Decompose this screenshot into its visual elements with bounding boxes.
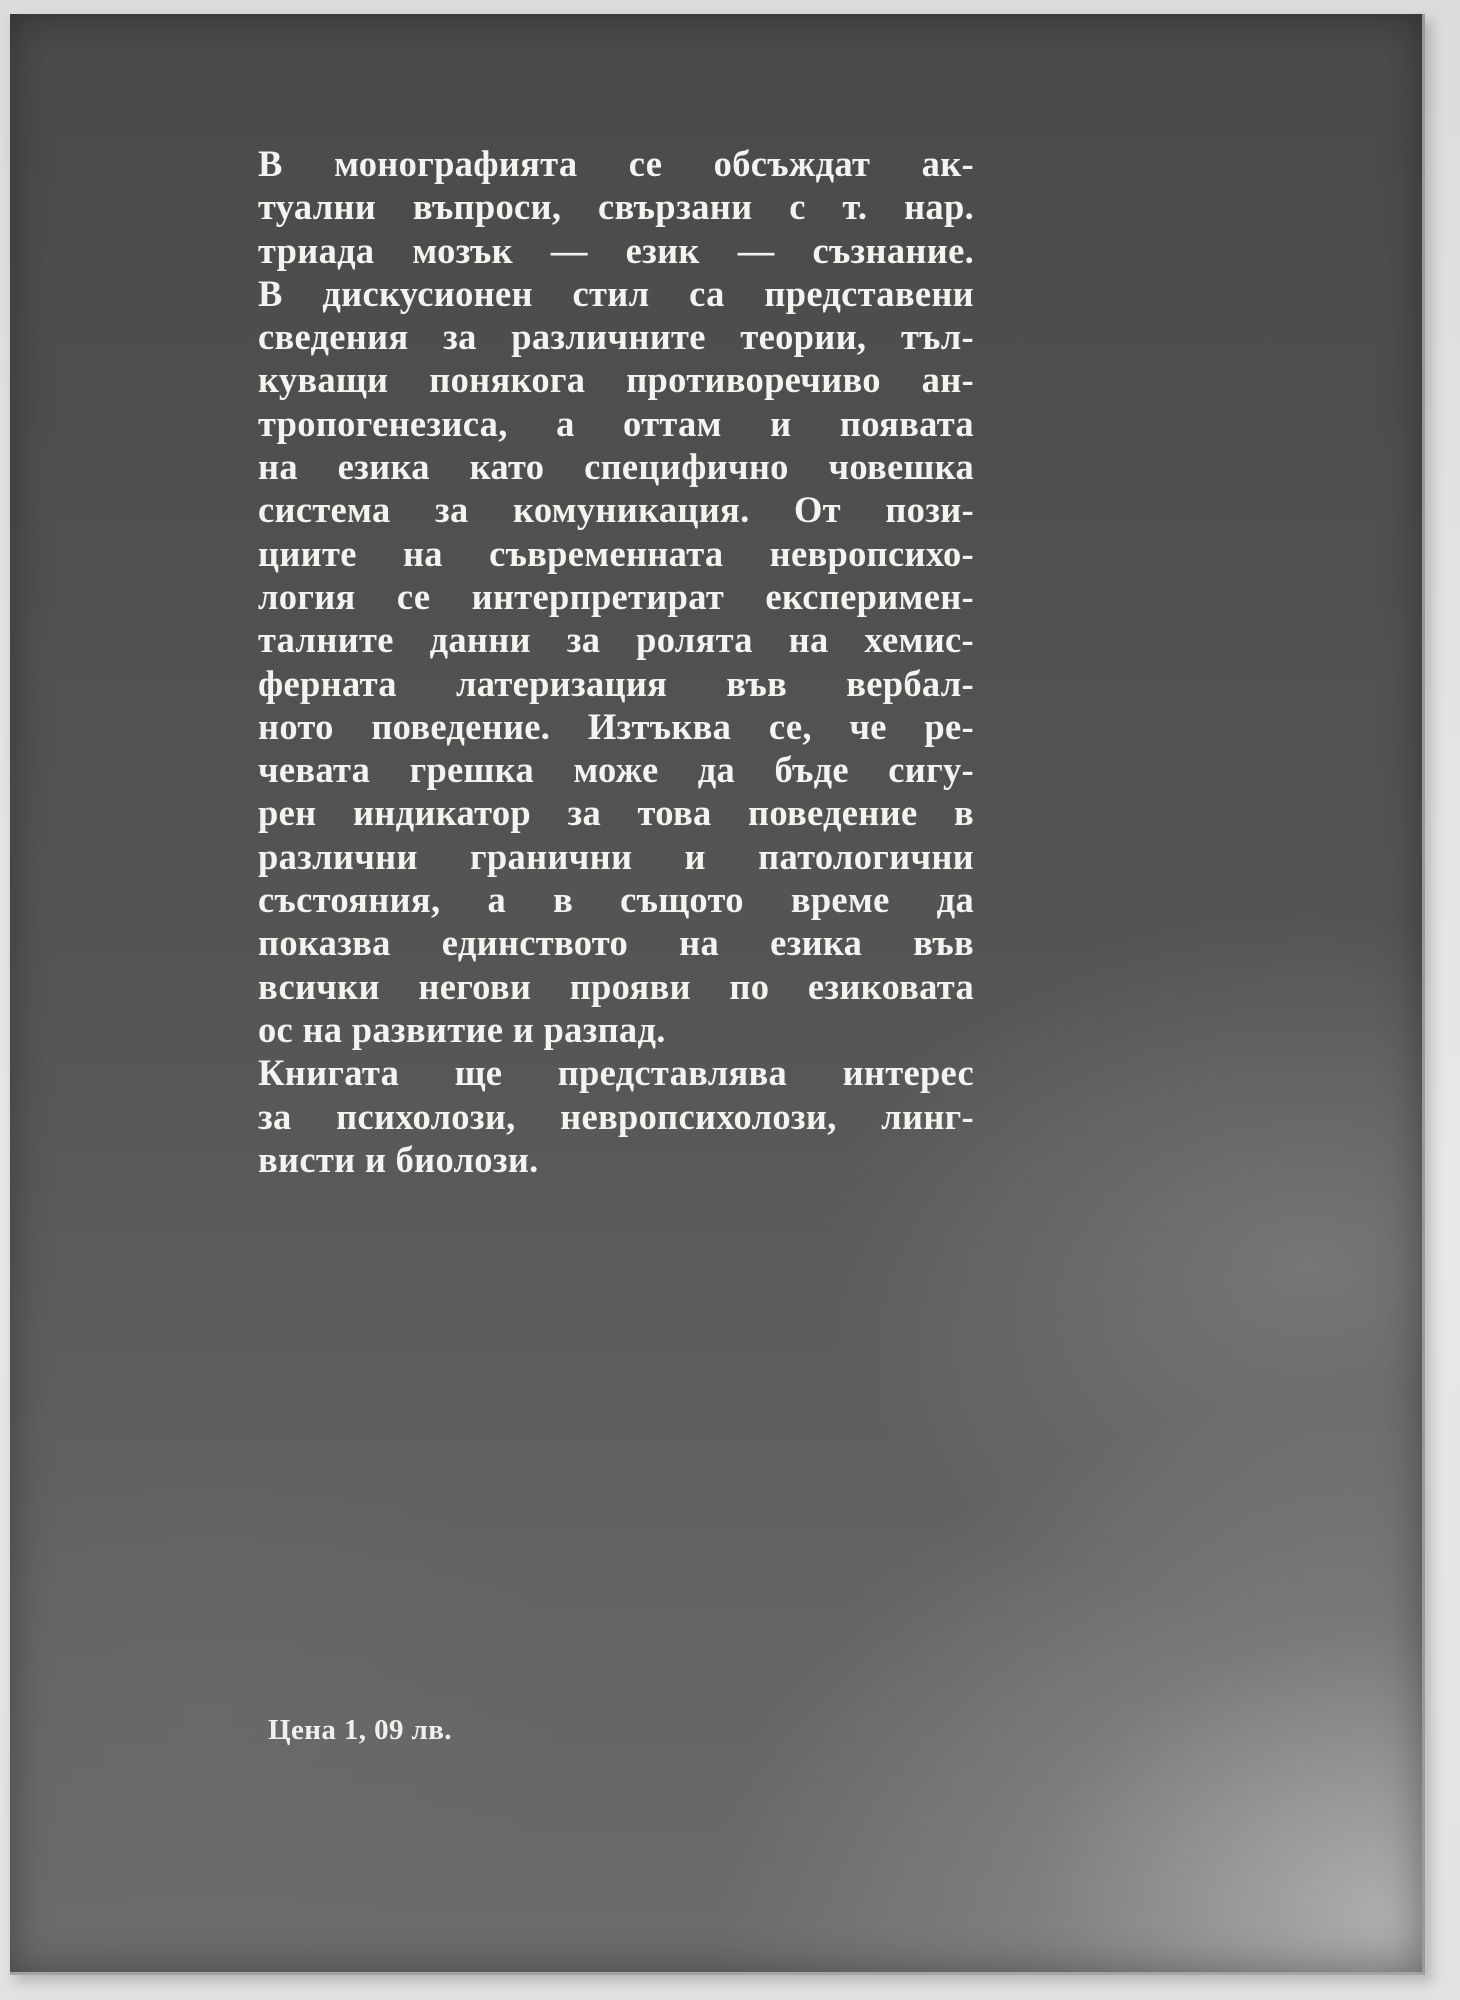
blurb-line: различни гранични и патологични — [258, 835, 974, 877]
blurb-line: сведения за различните теории, тъл- — [258, 316, 974, 358]
blurb-line: всички негови прояви по езиковата — [258, 965, 974, 1007]
blurb-line: циите на съвременната невропсихо- — [258, 532, 974, 574]
blurb-line: ното поведение. Изтъква се, че ре- — [258, 705, 974, 747]
cover-blurb — [258, 142, 974, 1181]
blurb-line: ферната латеризация във вербал- — [258, 662, 974, 704]
blurb-line: логия се интерпретират експеримен- — [258, 575, 974, 617]
blurb-line: В дискусионен стил са представени — [258, 272, 974, 314]
blurb-line: рен индикатор за това поведение в — [258, 792, 974, 834]
blurb-line: система за комуникация. От пози- — [258, 489, 974, 531]
blurb-line: триада мозък — език — съзнание. — [258, 229, 974, 271]
blurb-line: В монографията се обсъждат ак- — [258, 143, 974, 184]
book-back-cover — [10, 14, 1425, 1975]
blurb-line: талните данни за ролята на хемис- — [258, 619, 974, 661]
blurb-line: показва единството на езика във — [258, 922, 974, 964]
blurb-line: куващи понякога противоречиво ан- — [258, 359, 974, 401]
blurb-line: тропогенезиса, а оттам и появата — [258, 402, 974, 444]
blurb-line: туални въпроси, свързани с т. нар. — [258, 186, 974, 228]
blurb-line: висти и биолози. — [258, 1138, 539, 1180]
blurb-line: Книгата ще представлява интерес — [258, 1052, 974, 1094]
price-label: Цена 1, 09 лв. — [268, 1714, 452, 1746]
blurb-line: състояния, а в същото време да — [258, 879, 974, 921]
blurb-line: за психолози, невропсихолози, линг- — [258, 1095, 974, 1137]
blurb-line: на езика като специфично човешка — [258, 446, 974, 488]
blurb-line: чевата грешка може да бъде сигу- — [258, 749, 974, 791]
blurb-line: ос на развитие и разпад. — [258, 1008, 666, 1050]
